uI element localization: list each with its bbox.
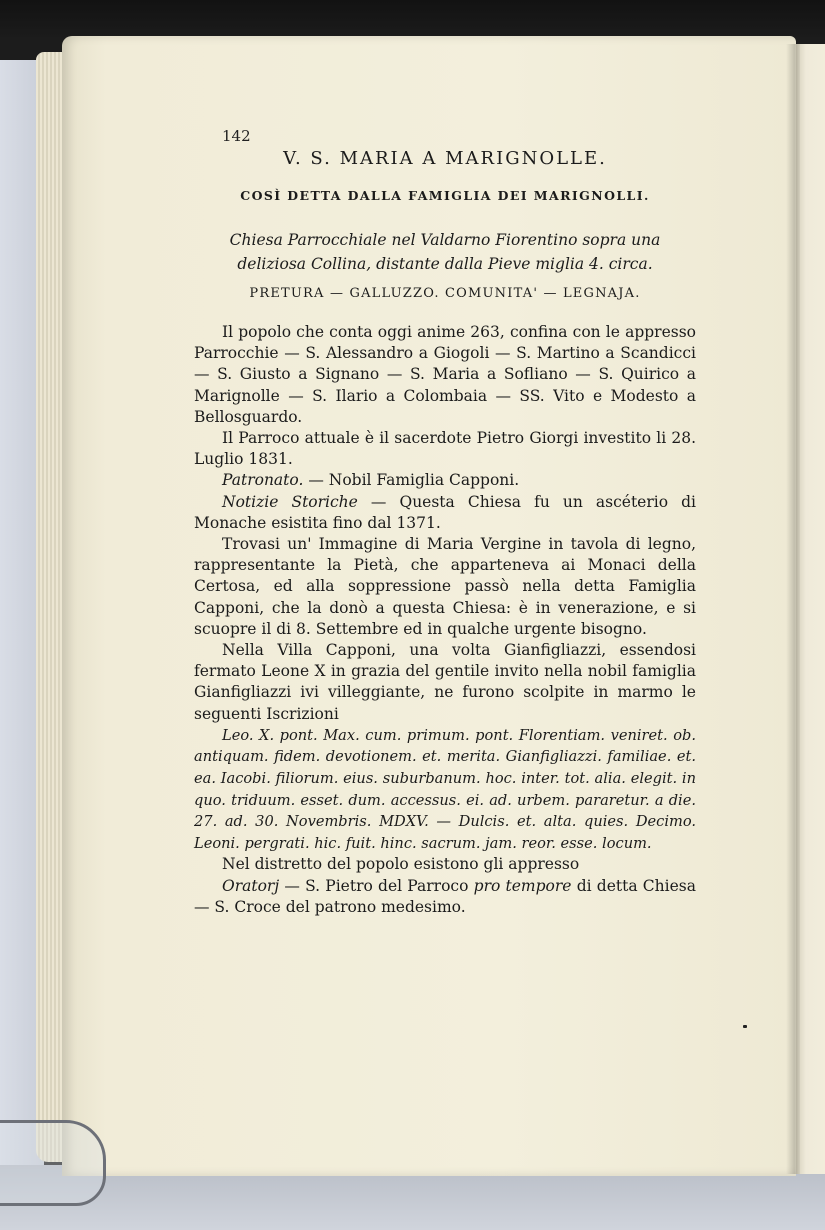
spine-shadow <box>786 44 800 1174</box>
church-description: Chiesa Parrocchiale nel Valdarno Fiorentino sopra una deliziosa Collina, distante dalla Pieve miglia 4. circa. <box>229 231 661 273</box>
paragraph-oratorj <box>194 876 696 918</box>
oratorj-text-b: di detta Chiesa — S. Croce del patrono medesimo. <box>194 876 696 916</box>
oratorj-text-a: — S. Pietro del Parroco <box>284 876 469 895</box>
notizie-text: — Questa Chiesa fu un ascéterio di Monache esistita fino dal 1371. <box>194 492 697 532</box>
pretura-line: PRETURA — GALLUZZO. COMUNITA' — LEGNAJA. <box>249 286 641 301</box>
inscription-latin: Leo. X. pont. Max. cum. primum. pont. Florentiam. veniret. ob. antiquam. fidem. devotionem. et. merita. Gianfigliazzi. familiae. et. ea. Iacobi. filiorum. eius. suburbanum. hoc. inter. tot. alia. elegit. in quo. triduum. esset. dum. accessus. ei. ad. urbem. pararetur. a die. 27. ad. 30. Novembris. MDXV. — Dulcis. et. alta. quies. Decimo. Leoni. pergrati. hic. fuit. hinc. sacrum. jam. reor. esse. locum. <box>194 726 696 852</box>
body-text <box>194 322 696 918</box>
paragraph-parroco: Il Parroco attuale è il sacerdote Pietro Giorgi investito li 28. Luglio 1831. <box>194 429 696 469</box>
eyeglasses-lens <box>0 1120 106 1206</box>
paragraph-immagine: Trovasi un' Immagine di Maria Vergine in tavola di legno, rappresentante la Pietà, che apparteneva ai Monaci della Certosa, ed alla soppressione passò nella detta Famiglia Capponi, che la donò a questa Chiesa: è in venerazione, e si scuopre il di 8. Settembre ed in qualche urgente bisogno. <box>194 535 696 638</box>
patronato-text: — Nobil Famiglia Capponi. <box>308 471 520 490</box>
notizie-label: Notizie Storiche <box>222 492 358 511</box>
title-subheading: COSÌ DETTA DALLA FAMIGLIA DEI MARIGNOLLI. <box>240 188 650 203</box>
paragraph-patronato <box>194 470 696 491</box>
paragraph-popolo: Il popolo che conta oggi anime 263, confina con le appresso Parrocchie — S. Alessandro a Giogoli — S. Martino a Scandicci — S. Giusto a Signano — S. Maria a Sofliano — S. Quirico a Marignolle — S. Ilario a Colombaia — SS. Vito e Modesto a Bellosguardo. <box>194 323 696 426</box>
paragraph-distretto: Nel distretto del popolo esistono gli appresso <box>222 855 580 874</box>
paragraph-villa: Nella Villa Capponi, una volta Gianfigliazzi, essendosi fermato Leone X in grazia del gentile invito nella nobil famiglia Gianfigliazzi ivi villeggiante, ne furono scolpite in marmo le seguenti Iscrizioni <box>194 641 696 723</box>
paragraph-notizie <box>194 492 696 534</box>
page-title: V. S. MARIA A MARIGNOLLE. <box>283 148 607 169</box>
page-number: 142 <box>222 127 251 145</box>
oratorj-pro-tempore: pro tempore <box>473 876 572 895</box>
patronato-label: Patronato. <box>222 471 304 490</box>
oratorj-label: Oratorj <box>222 876 280 895</box>
ink-speck <box>743 1025 747 1028</box>
